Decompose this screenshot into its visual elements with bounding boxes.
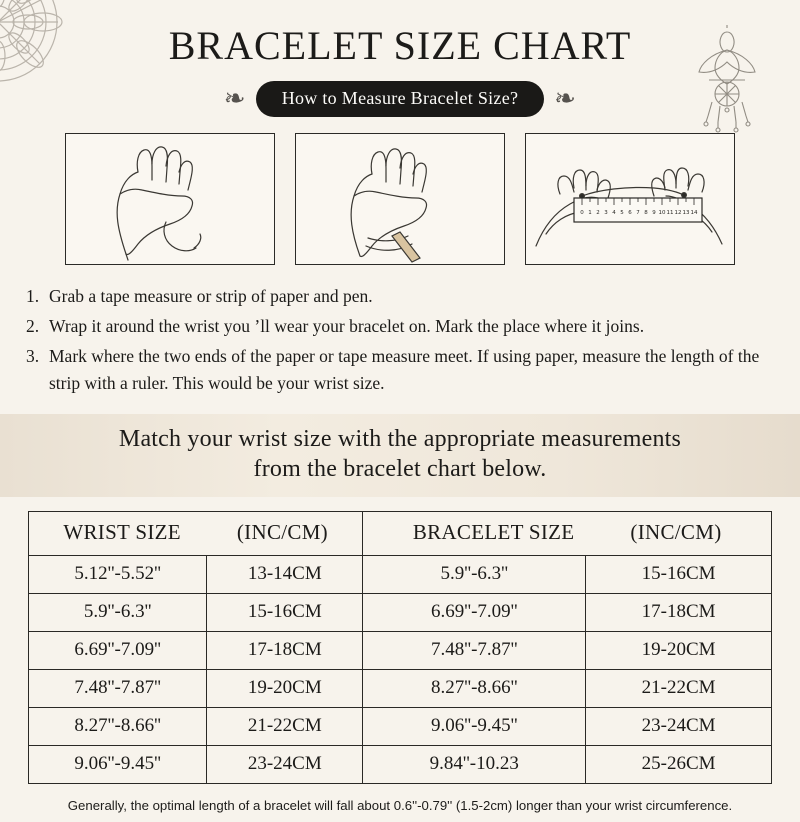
svg-text:0: 0 (580, 210, 584, 216)
bracelet-inch-cell: 9.84''-10.23 (363, 745, 586, 783)
wrist-cm-cell: 19-20CM (207, 669, 363, 707)
wrist-inch-cell: 5.9''-6.3'' (29, 593, 207, 631)
wrist-cm-cell: 15-16CM (207, 593, 363, 631)
footnote-text: Generally, the optimal length of a bracelet will fall about 0.6''-0.79'' (1.5-2cm) longer than your wrist circumference. (67, 797, 733, 813)
step-text: Mark where the two ends of the paper or tape measure meet. If using paper, measure the length of the strip with a ruler. This would be your wrist size. (49, 346, 760, 394)
panel-hand-wrapping-wrist (295, 133, 505, 265)
bracelet-cm-cell: 15-16CM (586, 555, 772, 593)
list-item (26, 283, 774, 310)
svg-text:9: 9 (652, 210, 656, 216)
wrist-size-header (29, 511, 363, 555)
svg-text:6: 6 (628, 210, 632, 216)
step-number: 1. (26, 286, 40, 306)
page-title: BRACELET SIZE CHART (168, 23, 632, 68)
svg-text:1: 1 (588, 210, 592, 216)
measure-steps-list (26, 283, 774, 398)
wrist-inch-cell: 6.69''-7.09'' (29, 631, 207, 669)
banner-line-1: Match your wrist size with the appropriate measurements (118, 425, 682, 452)
svg-text:10: 10 (658, 210, 666, 216)
bracelet-cm-cell: 23-24CM (586, 707, 772, 745)
bracelet-inch-cell: 5.9''-6.3'' (363, 555, 586, 593)
table-row (29, 745, 772, 783)
wrist-inch-cell: 7.48''-7.87'' (29, 669, 207, 707)
banner-line-2: from the bracelet chart below. (253, 456, 547, 483)
wrist-inch-cell: 8.27''-8.66'' (29, 707, 207, 745)
bracelet-size-unit: (INC/CM) (630, 519, 722, 544)
svg-text:13: 13 (682, 210, 690, 216)
wrist-cm-cell: 13-14CM (207, 555, 363, 593)
svg-text:11: 11 (666, 210, 674, 216)
bracelet-cm-cell: 19-20CM (586, 631, 772, 669)
bracelet-size-chart-page (0, 22, 800, 822)
illustration-panels (0, 133, 800, 265)
flourish-left-icon: ❧ (223, 84, 246, 114)
svg-text:3: 3 (604, 210, 608, 216)
hand-with-tape-strip-icon (66, 134, 274, 264)
wrist-inch-cell: 9.06''-9.45'' (29, 745, 207, 783)
wrist-inch-cell: 5.12''-5.52'' (29, 555, 207, 593)
bracelet-cm-cell: 21-22CM (586, 669, 772, 707)
table-row (29, 669, 772, 707)
list-item (26, 313, 774, 340)
wrist-size-label: WRIST SIZE (63, 519, 181, 544)
step-number: 3. (26, 346, 40, 367)
svg-text:5: 5 (620, 210, 624, 216)
bracelet-cm-cell: 17-18CM (586, 593, 772, 631)
how-to-measure-pill: How to Measure Bracelet Size? (256, 81, 545, 117)
mandala-ornament-icon (0, 0, 108, 132)
table-header-row (29, 511, 772, 555)
ruler-and-hands-icon (526, 134, 734, 264)
wrist-cm-cell: 23-24CM (207, 745, 363, 783)
panel-hand-measuring-with-ruler (525, 133, 735, 265)
wrist-size-unit: (INC/CM) (236, 519, 328, 544)
svg-text:14: 14 (690, 210, 698, 216)
wrist-cm-cell: 21-22CM (207, 707, 363, 745)
bracelet-inch-cell: 7.48''-7.87'' (363, 631, 586, 669)
step-text: Grab a tape measure or strip of paper and pen. (49, 286, 373, 306)
step-number: 2. (26, 316, 40, 337)
list-item (26, 343, 774, 397)
flourish-right-icon: ❧ (554, 84, 577, 114)
hand-wrapping-wrist-icon (296, 134, 504, 264)
wrist-cm-cell: 17-18CM (207, 631, 363, 669)
lotus-ornament-icon (672, 24, 782, 144)
table-row (29, 555, 772, 593)
bracelet-inch-cell: 8.27''-8.66'' (363, 669, 586, 707)
svg-text:12: 12 (674, 210, 682, 216)
step-text: Wrap it around the wrist you ’ll wear your bracelet on. Mark the place where it joins. (49, 316, 645, 337)
bracelet-inch-cell: 6.69''-7.09'' (363, 593, 586, 631)
size-chart-table (28, 511, 772, 784)
table-row (29, 593, 772, 631)
table-row (29, 707, 772, 745)
svg-text:4: 4 (612, 210, 616, 216)
bracelet-inch-cell: 9.06''-9.45'' (363, 707, 586, 745)
svg-text:2: 2 (596, 210, 600, 216)
svg-text:7: 7 (636, 210, 640, 216)
table-row (29, 631, 772, 669)
svg-text:8: 8 (644, 210, 648, 216)
bracelet-size-label: BRACELET SIZE (412, 519, 575, 544)
bracelet-cm-cell: 25-26CM (586, 745, 772, 783)
match-size-banner (0, 414, 800, 497)
bracelet-size-header (363, 511, 772, 555)
panel-hand-with-tape-strip (65, 133, 275, 265)
